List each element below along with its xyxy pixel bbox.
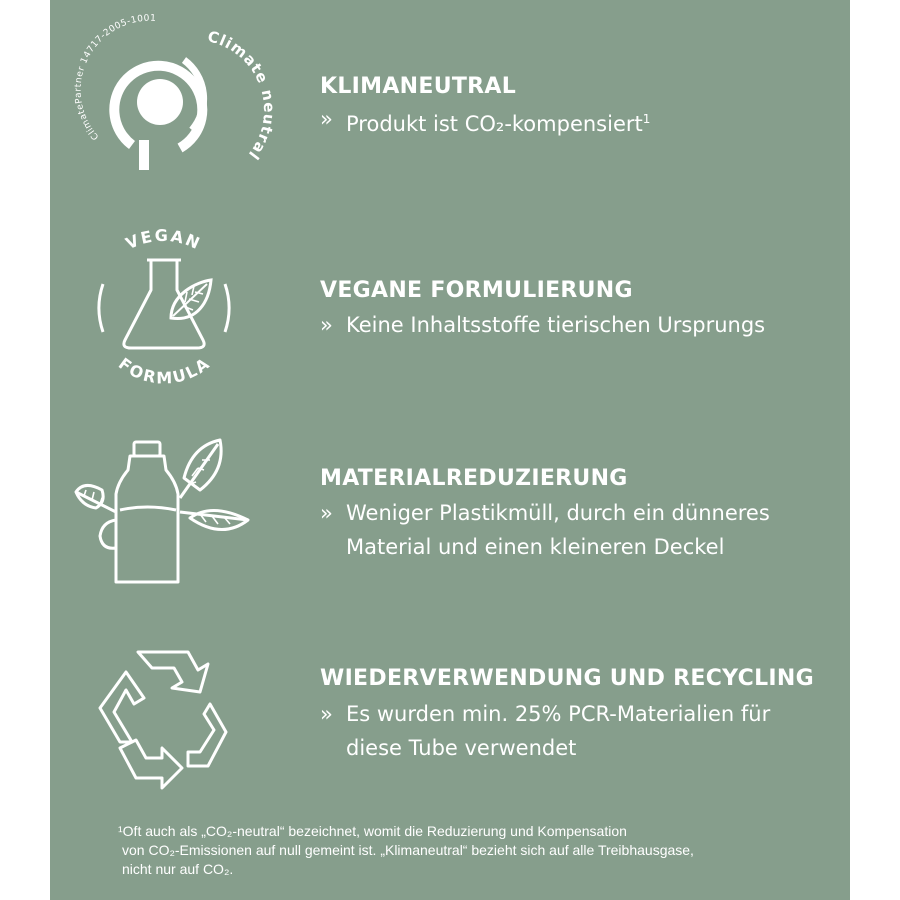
footnote-line: von CO₂-Emissionen auf null gemeint ist. „Klimaneutral“ bezieht sich auf alle Treibhausgase,: [122, 842, 694, 858]
description-text: Produkt ist CO₂-kompensiert: [346, 112, 643, 136]
seal-label-text: Climate neutral: [205, 27, 279, 164]
vegan-badge-text: VEGAN: [122, 225, 205, 254]
seal-org-text: ClimatePartner: [73, 65, 102, 142]
vegan-formula-flask-icon: [85, 222, 245, 392]
bottle-leaves-icon: [72, 432, 252, 592]
feature-description: [320, 496, 830, 564]
feature-description: [320, 102, 830, 141]
svg-text:Climate neutral: [206, 27, 279, 163]
feature-title: KLIMANEUTRAL: [320, 74, 517, 99]
recycling-icon: [90, 640, 240, 790]
bullet-marker: »: [320, 702, 333, 726]
description-text: Weniger Plastikmüll, durch ein dünneres Material und einen kleineren Deckel: [346, 501, 770, 559]
footnote-line: ¹Oft auch als „CO₂-neutral“ bezeichnet, womit die Reduzierung und Kompensation: [118, 823, 627, 839]
climate-neutral-seal-icon: [73, 13, 279, 190]
feature-title: WIEDERVERWENDUNG UND RECYCLING: [320, 666, 814, 691]
bullet-marker: »: [320, 313, 333, 337]
description-text: Es wurden min. 25% PCR-Materialien für diese Tube verwendet: [346, 702, 771, 760]
feature-description: [320, 308, 830, 342]
feature-title: VEGANE FORMULIERUNG: [320, 278, 633, 303]
svg-text:VEGAN: [123, 226, 204, 254]
formula-badge-text: FORMULA: [115, 353, 215, 388]
bullet-marker: »: [320, 501, 333, 525]
seal-id-text: 14717-2005-1001: [79, 13, 157, 66]
description-text: Keine Inhaltsstoffe tierischen Ursprungs: [346, 313, 766, 337]
sustainability-panel: [50, 0, 850, 900]
svg-text:FORMULA: [115, 353, 214, 387]
bullet-marker: »: [320, 107, 333, 131]
feature-title: MATERIALREDUZIERUNG: [320, 466, 628, 491]
footnote-marker: 1: [642, 112, 651, 126]
footnote: [118, 822, 838, 879]
footnote-line: nicht nur auf CO₂.: [122, 861, 234, 877]
feature-description: [320, 697, 830, 765]
